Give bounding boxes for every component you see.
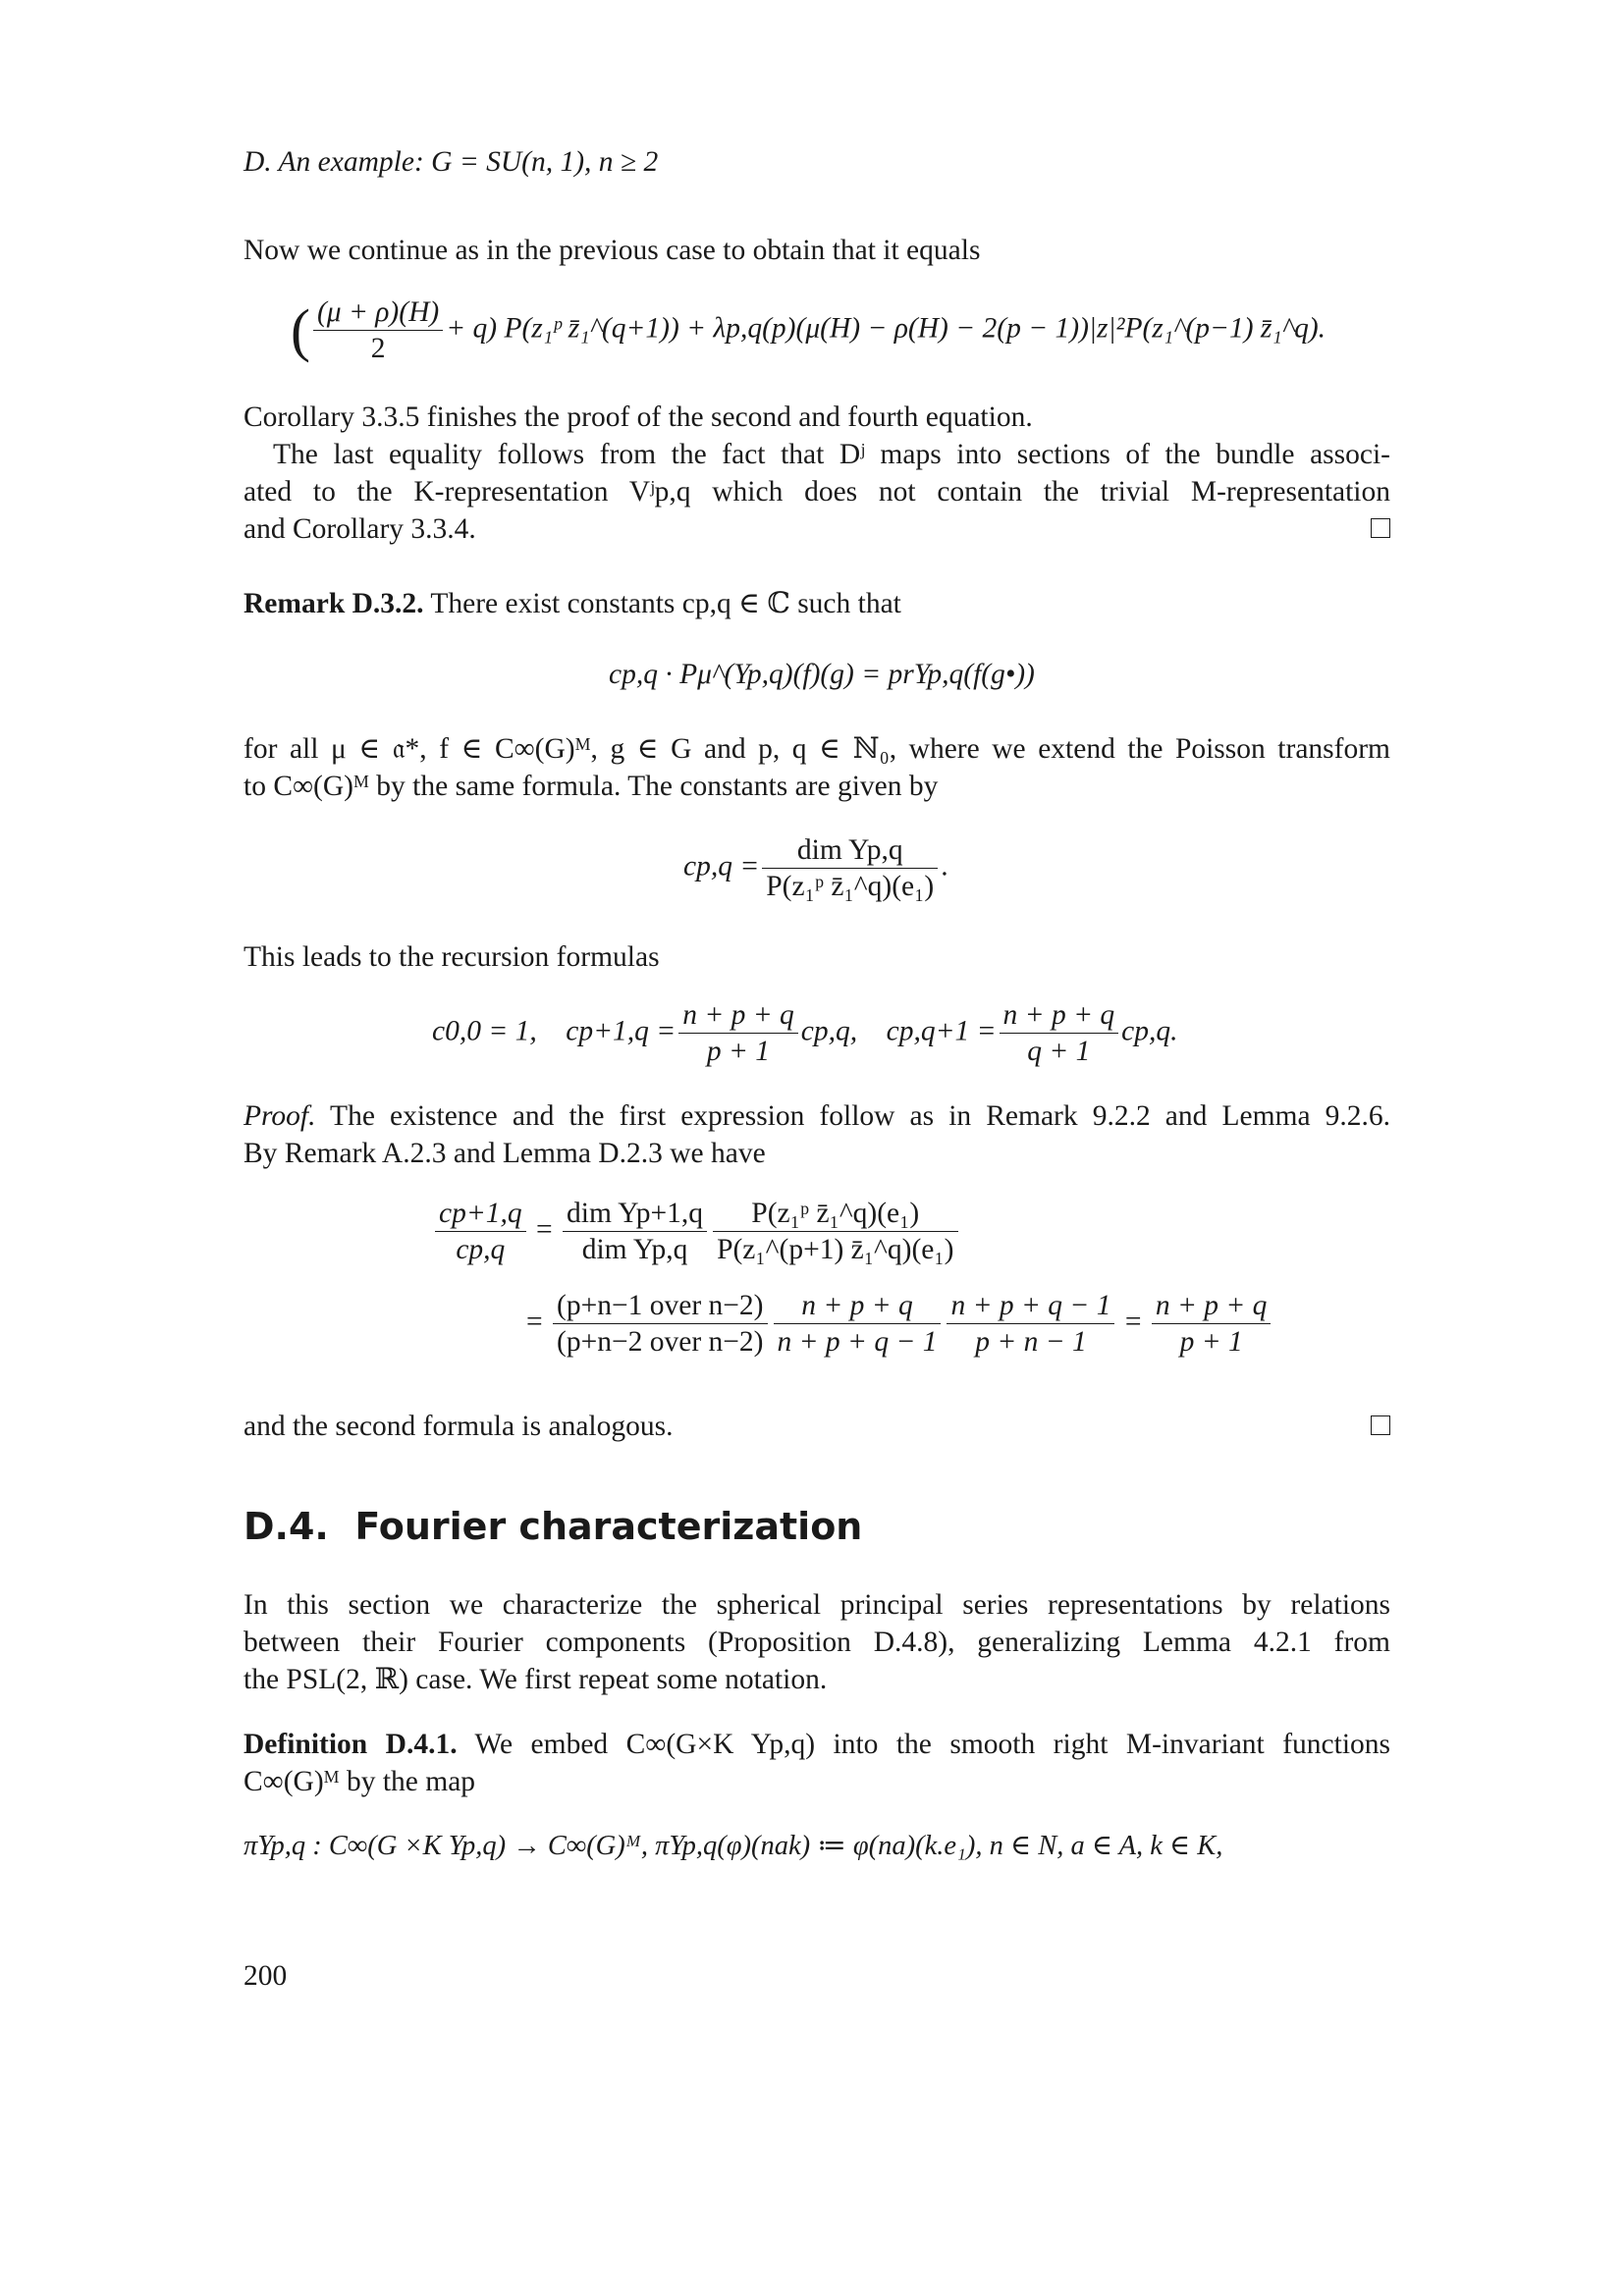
section-text-line1: In this section we characterize the spherical principal series representations by relations — [244, 1589, 1390, 1621]
remark-line — [244, 585, 1390, 622]
remark-equation: cp,q · Pμ^(Yp,q)(f)(g) = prYp,q(f(g•)) — [609, 659, 1035, 690]
constants-lhs: cp,q = — [683, 850, 760, 882]
binomial-numerator: (p+n−1 over n−2) — [553, 1288, 767, 1324]
factor1-denominator: n + p + q − 1 — [777, 1326, 938, 1358]
proof-equation-row2: = (p+n−1 over n−2) (p+n−2 over n−2) $\frac{n + p + q}{n + p + q - 1}$ $\frac{n + p + q - 1}{p + n - 1}$ = $\frac{n + p + q}{p + 1}$ — [526, 1288, 1273, 1360]
proof-line1 — [244, 1097, 1390, 1135]
proof-end: and the second formula is analogous. — [244, 1411, 674, 1442]
dim-ratio-numerator: dim Yp+1,q — [563, 1196, 707, 1232]
recursion-c-numerator: n + p + q — [1000, 997, 1119, 1034]
section-number: D.4. — [244, 1505, 329, 1548]
qed-square — [1371, 1415, 1390, 1435]
paragraph-last-equality-line2: ated to the K-representation Vʲp,q which does not contain the trivial M-representation — [244, 476, 1390, 507]
result-denominator: p + 1 — [1179, 1326, 1243, 1358]
paragraph-corollary: Corollary 3.3.5 finishes the proof of the second and fourth equation. — [244, 401, 1033, 433]
factor2-denominator: p + n − 1 — [975, 1326, 1087, 1358]
remark-text-line2: to C∞(G)ᴹ by the same formula. The constants are given by — [244, 771, 939, 802]
ratio-lhs-numerator: cp+1,q — [435, 1196, 526, 1232]
definition-label: Definition D.4.1. — [244, 1729, 458, 1760]
constants-numerator: dim Yp,q — [762, 832, 938, 869]
factor2-numerator: n + p + q − 1 — [947, 1288, 1114, 1324]
recursion-equation — [432, 997, 1177, 1069]
recursion-c00: c0,0 = 1, — [432, 1015, 537, 1047]
binomial-denominator: (p+n−2 over n−2) — [557, 1326, 764, 1358]
definition-equation: πYp,q : C∞(G ×K Yp,q) → C∞(G)ᴹ, πYp,q(φ)(nak) ≔ φ(na)(k.e₁), n ∈ N, a ∈ A, k ∈ K, — [244, 1831, 1223, 1861]
constants-denominator: P(z₁ᵖ z̄₁^q)(e₁) — [766, 871, 935, 902]
section-text-line2: between their Fourier components (Proposition D.4.8), generalizing Lemma 4.2.1 from — [244, 1627, 1390, 1658]
equation-main: ( $\frac{(\mu + \rho)(H)}{2}$ + q) P(z₁ᵖ z̄₁^(q+1)) + λp,q(p)(μ(H) − ρ(H) − 2(p − 1))|z|²P(z₁^(p−1) z̄₁^q). — [291, 296, 1326, 364]
remark-label: Remark D.3.2. — [244, 588, 424, 619]
remark-intro: There exist constants cp,q ∈ ℂ such that — [430, 588, 901, 619]
poly-ratio-denominator: P(z₁^(p+1) z̄₁^q)(e₁) — [717, 1234, 954, 1265]
section-title: Fourier characterization — [354, 1505, 863, 1548]
proof-line2: By Remark A.2.3 and Lemma D.2.3 we have — [244, 1138, 766, 1169]
definition-line1 — [244, 1726, 1390, 1763]
eq1-denominator: 2 — [370, 333, 386, 364]
running-head: D. An example: G = SU(n, 1), n ≥ 2 — [244, 146, 659, 178]
section-text-line3: the PSL(2, ℝ) case. We first repeat some notation. — [244, 1664, 828, 1695]
dim-ratio-denominator: dim Yp,q — [581, 1234, 688, 1265]
paragraph-last-equality-line1: The last equality follows from the fact that Dʲ maps into sections of the bundle associ- — [273, 439, 1390, 470]
definition-text-1: We embed C∞(G×K Yp,q) into the smooth right M-invariant functions — [474, 1729, 1391, 1760]
paragraph-last-equality-line3: and Corollary 3.3.4. — [244, 513, 476, 545]
qed-square — [1371, 518, 1390, 538]
paragraph-intro: Now we continue as in the previous case to obtain that it equals — [244, 235, 981, 266]
recursion-b-lhs: cp+1,q = — [566, 1015, 677, 1047]
recursion-b-numerator: n + p + q — [678, 997, 798, 1034]
eq1-numerator: (μ + ρ)(H) — [313, 294, 443, 331]
recursion-c-tail: cp,q. — [1121, 1015, 1178, 1047]
recursion-c-denominator: q + 1 — [1027, 1036, 1091, 1067]
section-heading — [244, 1502, 862, 1551]
recursion-intro: This leads to the recursion formulas — [244, 941, 660, 973]
remark-text-line1: for all μ ∈ 𝔞*, f ∈ C∞(G)ᴹ, g ∈ G and p, q ∈ ℕ₀, where we extend the Poisson transform — [244, 733, 1390, 765]
recursion-b-denominator: p + 1 — [706, 1036, 771, 1067]
eq1-rest: + q) P(z₁ᵖ z̄₁^(q+1)) + λp,q(p)(μ(H) − ρ(H) − 2(p − 1))|z|²P(z₁^(p−1) z̄₁^q). — [446, 312, 1326, 345]
definition-line2: C∞(G)ᴹ by the map — [244, 1766, 476, 1797]
constants-equation: cp,q = dim Yp,q P(z₁ᵖ z̄₁^q)(e₁) . — [683, 834, 948, 902]
recursion-c-lhs: cp,q+1 = — [886, 1015, 997, 1047]
page-number: 200 — [244, 1960, 288, 1992]
ratio-lhs-denominator: cp,q — [456, 1234, 506, 1265]
proof-text-1: The existence and the first expression follow as in Remark 9.2.2 and Lemma 9.2.6. — [330, 1100, 1391, 1132]
recursion-b-tail: cp,q, — [800, 1015, 858, 1047]
factor1-numerator: n + p + q — [774, 1288, 942, 1324]
result-numerator: n + p + q — [1152, 1288, 1272, 1324]
proof-equation-row1: $\frac{cp+1,q}{cp,q}$ = dim Yp+1,q dim Yp,q $\frac{\text{P(z₁ᵖ z̄₁\textasciicircum{}q)(e₁)}}{\text{P(z₁\textasciicircum{}(p+1) z̄₁\textasciicircum{}q)(e₁)}}$ — [432, 1196, 961, 1267]
poly-ratio-numerator: P(z₁ᵖ z̄₁^q)(e₁) — [713, 1196, 957, 1232]
proof-label: Proof. — [244, 1100, 316, 1132]
